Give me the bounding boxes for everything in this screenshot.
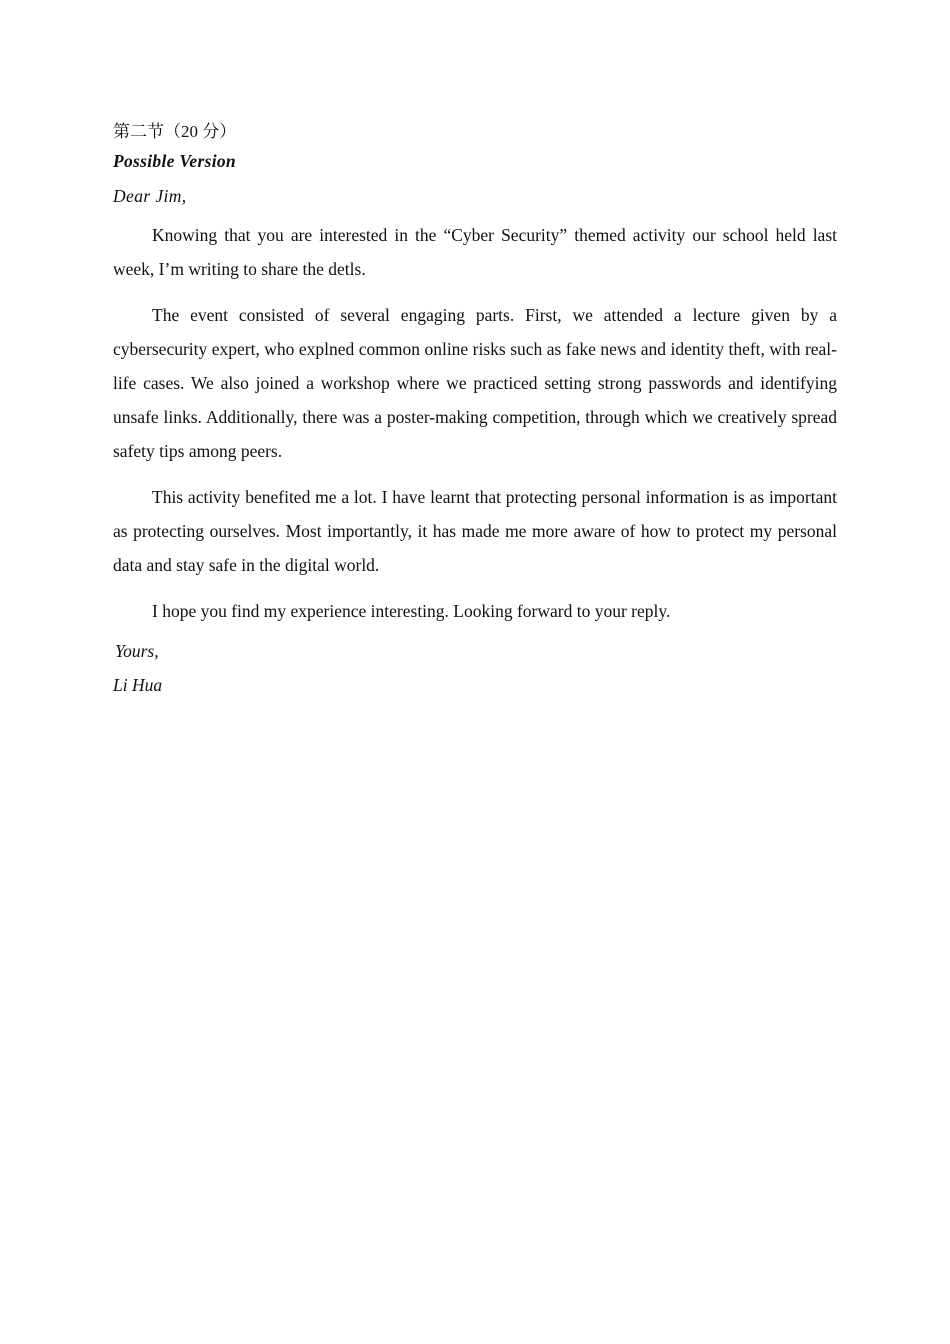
version-title: Possible Version [113,151,236,171]
letter-signature: Li Hua [113,675,163,695]
letter-greeting: Dear Jim, [113,186,187,206]
paragraph-closing-remark: I hope you find my experience interesting. Looking forward to your reply. [152,601,671,621]
document-page [113,118,837,702]
paragraph-event-details: The event consisted of several engaging parts. First, we attended a lecture given by a cybersecurity expert, who explned common online risks such as fake news and identity theft, with real-life cases. We also joined a workshop where we practiced setting strong passwords and identifying unsafe links. Additionally, there was a poster-making competition, through which we creatively spread safety tips among peers. [113,305,837,461]
paragraph-benefits: This activity benefited me a lot. I have learnt that protecting personal information is as important as protecting ourselves. Most importantly, it has made me more aware of how to protect my personal data and stay safe in the digital world. [113,487,837,575]
paragraph-intro: Knowing that you are interested in the “Cyber Security” themed activity our school held last week, I’m writing to share the detls. [113,225,837,279]
letter-closing: Yours, [115,641,159,661]
section-heading: 第二节（20 分） [113,122,237,141]
